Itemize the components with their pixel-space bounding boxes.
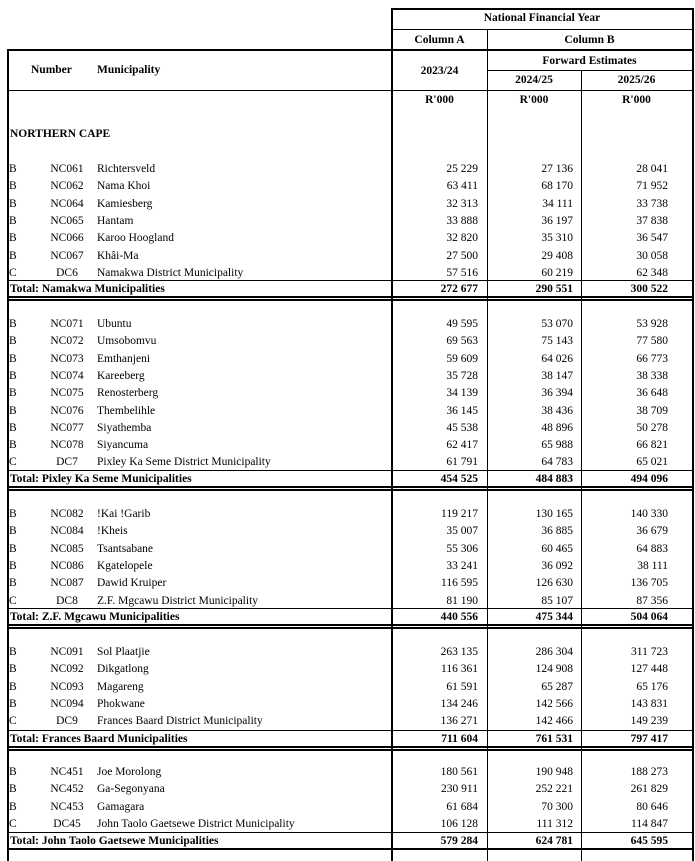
row-category: B (9, 800, 17, 813)
row-municipality: Pixley Ka Seme District Municipality (97, 456, 271, 469)
total-value: 494 096 (630, 473, 668, 485)
rule-top (391, 8, 693, 10)
row-number: NC077 (50, 421, 84, 434)
row-value: 33 888 (446, 214, 478, 227)
column-a-header: Column A (414, 34, 465, 46)
row-municipality: Nama Khoi (97, 180, 151, 193)
row-category: B (9, 163, 17, 175)
row-value: 61 591 (446, 680, 478, 693)
row-category: B (9, 559, 17, 572)
row-category: B (9, 646, 17, 658)
row-value: 33 738 (636, 197, 668, 210)
row-category: C (9, 594, 17, 607)
row-number: NC065 (50, 214, 84, 227)
row-number: DC9 (56, 715, 78, 728)
row-number: NC082 (50, 508, 84, 520)
row-category: B (9, 318, 17, 330)
row-value: 35 310 (541, 232, 573, 245)
row-value: 28 041 (636, 163, 668, 175)
row-value: 63 411 (446, 180, 478, 193)
row-municipality: Ga-Segonyana (97, 783, 165, 796)
row-value: 140 330 (630, 508, 668, 520)
row-value: 66 773 (636, 352, 668, 365)
row-value: 130 165 (535, 508, 573, 520)
row-category: C (9, 817, 17, 830)
row-municipality: !Kheis (97, 525, 128, 538)
row-value: 32 313 (446, 197, 478, 210)
row-value: 36 197 (541, 214, 573, 227)
year-2023-header: 2023/24 (420, 65, 459, 77)
row-number: NC091 (50, 646, 84, 658)
row-value: 71 952 (636, 180, 668, 193)
rule-total-bottom (7, 848, 693, 850)
row-number: NC093 (50, 680, 84, 693)
row-category: B (9, 783, 17, 796)
rule-total-bottom (7, 746, 693, 748)
row-category: B (9, 663, 17, 676)
number-column-header: Number (31, 64, 72, 76)
total-value: 475 344 (535, 611, 573, 623)
row-number: NC075 (50, 387, 84, 400)
total-value: 440 556 (440, 611, 478, 623)
row-number: NC064 (50, 197, 84, 210)
row-value: 134 246 (440, 697, 478, 710)
row-category: B (9, 697, 17, 710)
row-number: NC073 (50, 352, 84, 365)
row-municipality: Emthanjeni (97, 352, 151, 365)
row-value: 136 271 (440, 715, 478, 728)
row-value: 36 679 (636, 525, 668, 538)
row-value: 116 361 (441, 663, 478, 676)
row-number: NC071 (50, 318, 84, 330)
year-2025-header: 2025/26 (617, 74, 656, 86)
row-municipality: Dawid Kruiper (97, 577, 167, 590)
row-number: NC061 (50, 163, 84, 175)
row-value: 38 436 (541, 404, 573, 417)
row-value: 61 684 (446, 800, 478, 813)
row-value: 62 417 (446, 439, 478, 452)
row-value: 32 820 (446, 232, 478, 245)
row-value: 25 229 (446, 163, 478, 175)
rule-group-separator (7, 299, 693, 301)
row-municipality: Phokwane (97, 697, 145, 710)
total-label: Total: John Taolo Gaetsewe Municipalities (10, 835, 219, 847)
row-value: 75 143 (541, 335, 573, 348)
row-category: B (9, 525, 17, 538)
row-category: B (9, 369, 17, 382)
row-number: NC062 (50, 180, 84, 193)
total-label: Total: Z.F. Mgcawu Municipalities (10, 611, 180, 623)
row-value: 261 829 (630, 783, 668, 796)
row-category: B (9, 352, 17, 365)
row-value: 27 500 (446, 249, 478, 262)
unit-label-b2: R'000 (622, 94, 651, 106)
row-value: 35 728 (446, 369, 478, 382)
row-municipality: !Kai !Garib (97, 508, 151, 520)
row-number: DC7 (56, 456, 78, 469)
row-value: 35 007 (446, 525, 478, 538)
row-value: 36 648 (636, 387, 668, 400)
total-value: 711 604 (441, 733, 478, 745)
row-number: NC452 (50, 783, 84, 796)
row-category: B (9, 197, 17, 210)
row-value: 53 070 (541, 318, 573, 330)
year-2024-header: 2024/25 (515, 74, 553, 86)
row-number: NC094 (50, 697, 84, 710)
row-number: NC076 (50, 404, 84, 417)
row-value: 38 338 (636, 369, 668, 382)
row-category: B (9, 249, 17, 262)
total-value: 761 531 (535, 733, 573, 745)
row-category: B (9, 404, 17, 417)
total-value: 797 417 (630, 733, 668, 745)
rule-total-bottom (7, 296, 693, 298)
row-municipality: Richtersveld (97, 163, 156, 175)
row-number: NC087 (50, 577, 84, 590)
row-value: 286 304 (535, 646, 573, 658)
row-municipality: Hantam (97, 214, 134, 227)
row-value: 142 566 (535, 697, 573, 710)
row-value: 142 466 (535, 715, 573, 728)
row-municipality: Z.F. Mgcawu District Municipality (97, 594, 259, 607)
row-value: 116 595 (441, 577, 478, 590)
row-value: 48 896 (541, 421, 573, 434)
row-value: 65 988 (541, 439, 573, 452)
row-value: 81 190 (446, 594, 478, 607)
rule-total-top (7, 608, 693, 609)
row-municipality: Tsantsabane (97, 542, 154, 555)
total-value: 300 522 (630, 283, 668, 295)
row-municipality: Siyancuma (97, 439, 149, 452)
unit-label-b1: R'000 (519, 94, 549, 106)
row-value: 30 058 (636, 249, 668, 262)
national-financial-year-header: National Financial Year (483, 12, 601, 24)
row-category: B (9, 387, 17, 400)
rule-total-bottom (7, 486, 693, 488)
row-category: B (9, 232, 17, 245)
row-value: 119 217 (441, 508, 478, 520)
rule-group-separator (7, 489, 693, 491)
rule-header-top (7, 49, 693, 51)
row-value: 69 563 (446, 335, 478, 348)
rule-total-top (7, 730, 693, 731)
row-category: B (9, 335, 17, 348)
column-b-header: Column B (564, 34, 615, 46)
row-value: 38 709 (636, 404, 668, 417)
row-value: 57 516 (446, 266, 478, 279)
row-number: NC084 (50, 525, 84, 538)
row-number: NC078 (50, 439, 84, 452)
total-value: 454 525 (440, 473, 478, 485)
row-municipality: Frances Baard District Municipality (97, 715, 263, 728)
row-category: B (9, 214, 17, 227)
row-value: 64 783 (541, 456, 573, 469)
row-value: 114 847 (631, 817, 668, 830)
row-value: 188 273 (630, 766, 668, 778)
row-value: 106 128 (440, 817, 478, 830)
row-municipality: Umsobomvu (97, 335, 157, 348)
row-value: 65 021 (636, 456, 668, 469)
rule-total-top (7, 280, 693, 281)
row-municipality: Magareng (97, 680, 144, 693)
row-value: 64 883 (636, 542, 668, 555)
row-value: 124 908 (535, 663, 573, 676)
row-municipality: Siyathemba (97, 421, 152, 434)
row-value: 263 135 (440, 646, 478, 658)
row-value: 36 885 (541, 525, 573, 538)
row-number: NC066 (50, 232, 84, 245)
total-label: Total: Pixley Ka Seme Municipalities (10, 473, 192, 485)
row-municipality: Namakwa District Municipality (97, 266, 244, 279)
row-number: NC086 (50, 559, 84, 572)
row-municipality: Khâi-Ma (97, 249, 139, 262)
row-category: B (9, 577, 17, 590)
row-number: NC085 (50, 542, 84, 555)
row-value: 66 821 (636, 439, 668, 452)
row-value: 149 239 (630, 715, 668, 728)
row-municipality: Renosterberg (97, 387, 159, 400)
row-value: 136 705 (630, 577, 668, 590)
row-value: 38 111 (637, 559, 668, 572)
total-value: 645 595 (630, 835, 668, 847)
row-value: 36 145 (446, 404, 478, 417)
forward-estimates-header: Forward Estimates (542, 55, 637, 67)
row-value: 36 092 (541, 559, 573, 572)
row-municipality: Gamagara (97, 800, 145, 813)
row-value: 85 107 (541, 594, 573, 607)
total-label: Total: Frances Baard Municipalities (10, 733, 188, 745)
row-number: NC092 (50, 663, 84, 676)
row-number: NC451 (50, 766, 84, 778)
total-value: 272 677 (440, 283, 478, 295)
row-value: 64 026 (541, 352, 573, 365)
rule-forward (487, 70, 693, 71)
rule-group-separator (7, 749, 693, 751)
row-municipality: Sol Plaatjie (97, 646, 150, 658)
row-municipality: Kamiesberg (97, 197, 153, 210)
row-municipality: Thembelihle (97, 404, 156, 417)
row-value: 36 547 (636, 232, 668, 245)
total-value: 579 284 (440, 835, 478, 847)
row-municipality: Karoo Hoogland (97, 232, 174, 245)
row-value: 126 630 (535, 577, 573, 590)
row-value: 45 538 (446, 421, 478, 434)
rule-total-top (7, 470, 693, 471)
row-value: 53 928 (636, 318, 668, 330)
total-value: 290 551 (535, 283, 573, 295)
row-value: 50 278 (636, 421, 668, 434)
row-municipality: John Taolo Gaetsewe District Municipality (97, 817, 295, 830)
row-category: C (9, 266, 17, 279)
row-municipality: Ubuntu (97, 318, 132, 330)
row-category: B (9, 766, 17, 778)
rule-total-top (7, 832, 693, 833)
row-category: C (9, 715, 17, 728)
row-number: NC074 (50, 369, 84, 382)
row-value: 111 312 (536, 817, 573, 830)
row-category: B (9, 680, 17, 693)
unit-label-a: R'000 (425, 94, 454, 106)
row-value: 143 831 (630, 697, 668, 710)
row-value: 87 356 (636, 594, 668, 607)
row-number: DC45 (53, 817, 81, 830)
row-value: 49 595 (446, 318, 478, 330)
total-value: 624 781 (535, 835, 573, 847)
row-value: 311 723 (631, 646, 668, 658)
row-value: 38 147 (541, 369, 573, 382)
row-value: 60 219 (541, 266, 573, 279)
row-category: C (9, 456, 17, 469)
row-value: 59 609 (446, 352, 478, 365)
rule-nfy (391, 29, 693, 30)
row-value: 37 838 (636, 214, 668, 227)
row-value: 65 287 (541, 680, 573, 693)
row-value: 252 221 (535, 783, 573, 796)
total-label: Total: Namakwa Municipalities (10, 283, 165, 295)
row-value: 70 300 (541, 800, 573, 813)
row-value: 34 139 (446, 387, 478, 400)
row-value: 127 448 (630, 663, 668, 676)
row-value: 190 948 (535, 766, 573, 778)
row-value: 61 791 (446, 456, 478, 469)
row-value: 230 911 (441, 783, 478, 796)
row-value: 80 646 (636, 800, 668, 813)
municipality-column-header: Municipality (97, 64, 161, 76)
rule-header-bottom (7, 90, 693, 91)
row-number: NC072 (50, 335, 84, 348)
row-municipality: Joe Morolong (97, 766, 162, 778)
border-right (692, 8, 694, 861)
row-value: 34 111 (542, 197, 573, 210)
row-value: 27 136 (541, 163, 573, 175)
row-municipality: Dikgatlong (97, 663, 149, 676)
row-number: DC8 (56, 594, 78, 607)
row-municipality: Kgatelopele (97, 559, 153, 572)
row-value: 29 408 (541, 249, 573, 262)
row-municipality: Kareeberg (97, 369, 145, 382)
row-category: B (9, 180, 17, 193)
row-value: 60 465 (541, 542, 573, 555)
row-number: NC067 (50, 249, 84, 262)
row-category: B (9, 508, 17, 520)
total-value: 504 064 (630, 611, 668, 623)
row-value: 65 176 (636, 680, 668, 693)
row-value: 33 241 (446, 559, 478, 572)
row-number: DC6 (56, 266, 78, 279)
row-value: 55 306 (446, 542, 478, 555)
row-category: B (9, 542, 17, 555)
row-category: B (9, 439, 17, 452)
rule-total-bottom (7, 624, 693, 626)
row-category: B (9, 421, 17, 434)
province-heading: NORTHERN CAPE (10, 128, 111, 140)
row-number: NC453 (50, 800, 84, 813)
rule-group-separator (7, 627, 693, 629)
row-value: 62 348 (636, 266, 668, 279)
row-value: 77 580 (636, 335, 668, 348)
row-value: 180 561 (440, 766, 478, 778)
row-value: 68 170 (541, 180, 573, 193)
total-value: 484 883 (535, 473, 573, 485)
row-value: 36 394 (541, 387, 573, 400)
